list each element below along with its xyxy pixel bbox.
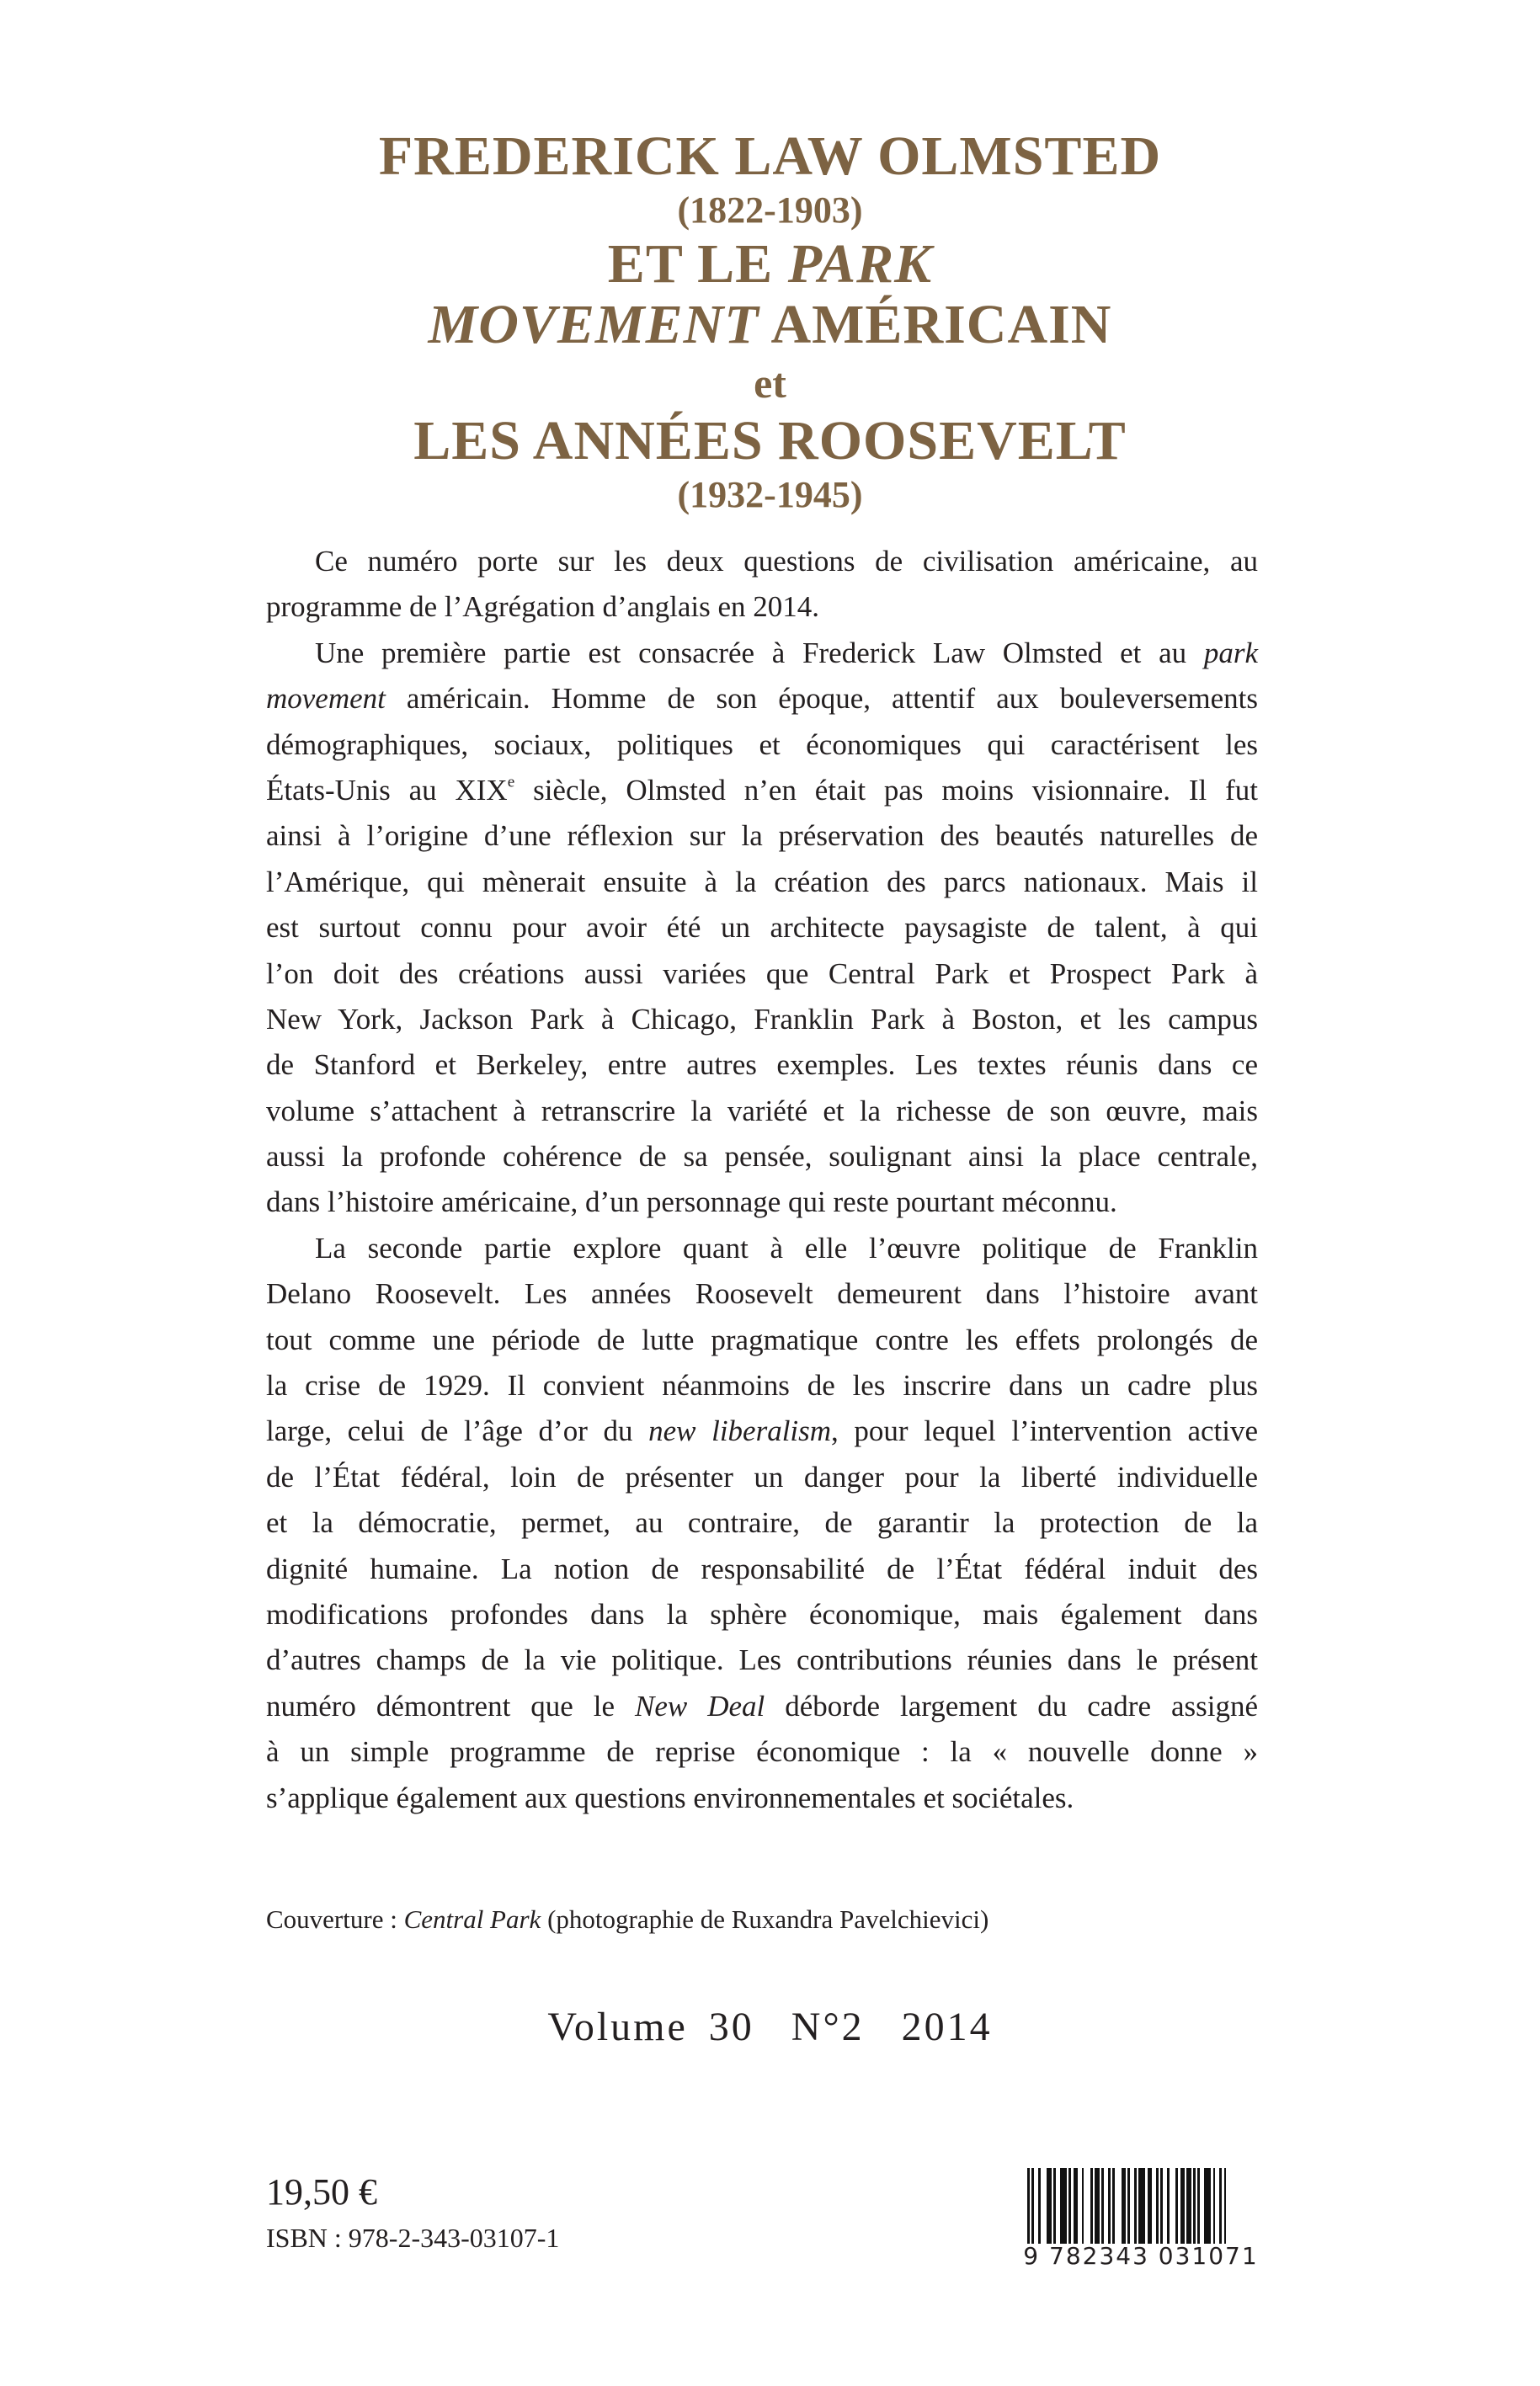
title-italic: MOVEMENT bbox=[428, 294, 759, 355]
title-line-1: FREDERICK LAW OLMSTED bbox=[378, 125, 1162, 187]
book-title bbox=[0, 126, 1540, 519]
title-line-3 bbox=[0, 295, 1540, 355]
text-segment: volume s’attachent à retranscrire la variété et la richesse de son œuvre, mais bbox=[266, 1094, 1258, 1127]
text-line bbox=[266, 1042, 1258, 1088]
text-segment: La seconde partie explore quant à elle l’œuvre politique de Franklin bbox=[315, 1231, 1258, 1265]
text-line bbox=[266, 539, 1258, 584]
text-segment: de Stanford et Berkeley, entre autres exemples. Les textes réunis dans ce bbox=[266, 1048, 1258, 1082]
paragraph bbox=[266, 631, 1258, 1226]
barcode-bar bbox=[1115, 2168, 1122, 2248]
text-line bbox=[266, 1729, 1258, 1775]
text-segment: la crise de 1929. Il convient néanmoins de les inscrire dans un cadre plus bbox=[266, 1369, 1258, 1403]
text-segment: aussi la profonde cohérence de sa pensée, soulignant ainsi la place centrale, bbox=[266, 1140, 1258, 1174]
text-segment: l’on doit des créations aussi variées que Central Park et Prospect Park à bbox=[266, 956, 1258, 990]
text-segment: tout comme une période de lutte pragmatique contre les effets prolongés de bbox=[266, 1323, 1258, 1356]
cover-credit-prefix: Couverture : bbox=[266, 1904, 404, 1934]
text-line bbox=[266, 1409, 1258, 1454]
text-segment: l’Amérique, qui mènerait ensuite à la création des parcs nationaux. Mais il bbox=[266, 865, 1258, 898]
paragraph bbox=[266, 539, 1258, 631]
text-line bbox=[266, 1180, 1258, 1225]
text-segment: est surtout connu pour avoir été un architecte paysagiste de talent, à qui bbox=[266, 911, 1258, 945]
paragraph bbox=[266, 1226, 1258, 1821]
text-segment: siècle, Olmsted n’en était pas moins visionnaire. Il fut bbox=[514, 773, 1258, 807]
italic-text: New Deal bbox=[635, 1689, 765, 1723]
text-line bbox=[266, 676, 1258, 722]
title-dates-1: (1822-1903) bbox=[677, 189, 863, 231]
blurb-text bbox=[266, 539, 1258, 1821]
text-line bbox=[266, 860, 1258, 905]
text-line bbox=[266, 722, 1258, 768]
text-segment: , pour lequel l’intervention active bbox=[831, 1414, 1258, 1448]
barcode bbox=[1019, 2168, 1263, 2269]
cover-credit-suffix: (photographie de Ruxandra Pavelchievici) bbox=[541, 1904, 989, 1934]
text-segment: dans l’histoire américaine, d’un personnage qui reste pourtant méconnu. bbox=[266, 1185, 1117, 1219]
text-line bbox=[266, 1226, 1258, 1271]
barcode-digits: 9 782343 031071 bbox=[1019, 2244, 1263, 2269]
barcode-bar bbox=[1060, 2168, 1067, 2248]
barcode-bar bbox=[1041, 2168, 1047, 2248]
issue-year: 2014 bbox=[901, 2005, 993, 2049]
title-text: ET LE bbox=[607, 233, 788, 295]
barcode-bar bbox=[1170, 2168, 1176, 2248]
text-segment: à un simple programme de reprise économique : la « nouvelle donne » bbox=[266, 1735, 1258, 1769]
text-line bbox=[266, 631, 1258, 676]
text-line bbox=[266, 768, 1258, 813]
issue-info bbox=[0, 2004, 1540, 2050]
text-segment: d’autres champs de la vie politique. Les contributions réunies dans le présent bbox=[266, 1643, 1258, 1677]
text-line bbox=[266, 813, 1258, 859]
text-line bbox=[266, 1455, 1258, 1500]
text-segment: et la démocratie, permet, au contraire, de garantir la protection de la bbox=[266, 1506, 1258, 1540]
text-segment: États-Unis au XIX bbox=[266, 773, 508, 807]
barcode-bars bbox=[1027, 2168, 1255, 2248]
text-segment: numéro démontrent que le bbox=[266, 1689, 636, 1723]
text-line bbox=[266, 1134, 1258, 1180]
volume-number: Volume 30 bbox=[547, 2005, 754, 2049]
cover-credit bbox=[266, 1904, 988, 1935]
issue-number: N°2 bbox=[791, 2005, 865, 2049]
title-line-2 bbox=[0, 234, 1540, 295]
text-line bbox=[266, 951, 1258, 997]
text-line bbox=[266, 1318, 1258, 1363]
italic-text: park bbox=[1203, 636, 1258, 669]
price: 19,50 € bbox=[266, 2171, 377, 2213]
text-segment: ainsi à l’origine d’une réflexion sur la préservation des beautés naturelles de bbox=[266, 819, 1258, 853]
title-dates-2: (1932-1945) bbox=[677, 474, 863, 515]
text-segment: démographiques, sociaux, politiques et économiques qui caractérisent les bbox=[266, 727, 1258, 761]
text-line bbox=[266, 1271, 1258, 1317]
title-italic: PARK bbox=[787, 233, 933, 295]
text-line bbox=[266, 997, 1258, 1042]
text-segment: Delano Roosevelt. Les années Roosevelt demeurent dans l’histoire avant bbox=[266, 1277, 1258, 1311]
title-text: AMÉRICAIN bbox=[759, 294, 1112, 355]
italic-text: new liberalism bbox=[648, 1414, 832, 1448]
barcode-bar bbox=[1226, 2168, 1228, 2248]
barcode-bar bbox=[1138, 2168, 1145, 2248]
text-line bbox=[266, 905, 1258, 951]
text-segment: américain. Homme de son époque, attentif aux bouleversements bbox=[385, 682, 1258, 716]
title-conjunction: et bbox=[754, 359, 786, 407]
text-segment: modifications profondes dans la sphère économique, mais également dans bbox=[266, 1597, 1258, 1631]
text-line bbox=[266, 1363, 1258, 1409]
text-segment: déborde largement du cadre assigné bbox=[765, 1689, 1258, 1723]
cover-credit-title: Central Park bbox=[403, 1904, 541, 1934]
italic-text: movement bbox=[266, 682, 386, 716]
title-line-4: LES ANNÉES ROOSEVELT bbox=[413, 410, 1127, 471]
text-segment: dignité humaine. La notion de responsabilité de l’État fédéral induit des bbox=[266, 1552, 1258, 1585]
text-segment: New York, Jackson Park à Chicago, Franklin Park à Boston, et les campus bbox=[266, 1002, 1258, 1036]
text-line bbox=[266, 1592, 1258, 1638]
text-line bbox=[266, 1500, 1258, 1546]
text-line bbox=[266, 1638, 1258, 1683]
text-segment: s’applique également aux questions environnementales et sociétales. bbox=[266, 1781, 1074, 1814]
text-line bbox=[266, 1776, 1258, 1821]
barcode-bar bbox=[1084, 2168, 1090, 2248]
superscript: e bbox=[507, 773, 515, 791]
barcode-bar bbox=[1204, 2168, 1211, 2248]
isbn: ISBN : 978-2-343-03107-1 bbox=[266, 2223, 560, 2253]
text-segment: de l’État fédéral, loin de présenter un danger pour la liberté individuelle bbox=[266, 1460, 1258, 1494]
text-segment: Une première partie est consacrée à Frederick Law Olmsted et au bbox=[315, 636, 1204, 669]
text-line bbox=[266, 1089, 1258, 1134]
text-segment: large, celui de l’âge d’or du bbox=[266, 1414, 649, 1448]
text-segment: Ce numéro porte sur les deux questions de civilisation américaine, au bbox=[315, 545, 1258, 578]
text-line bbox=[266, 1684, 1258, 1729]
text-segment: programme de l’Agrégation d’anglais en 2014. bbox=[266, 590, 820, 624]
text-line bbox=[266, 1547, 1258, 1592]
text-line bbox=[266, 584, 1258, 630]
